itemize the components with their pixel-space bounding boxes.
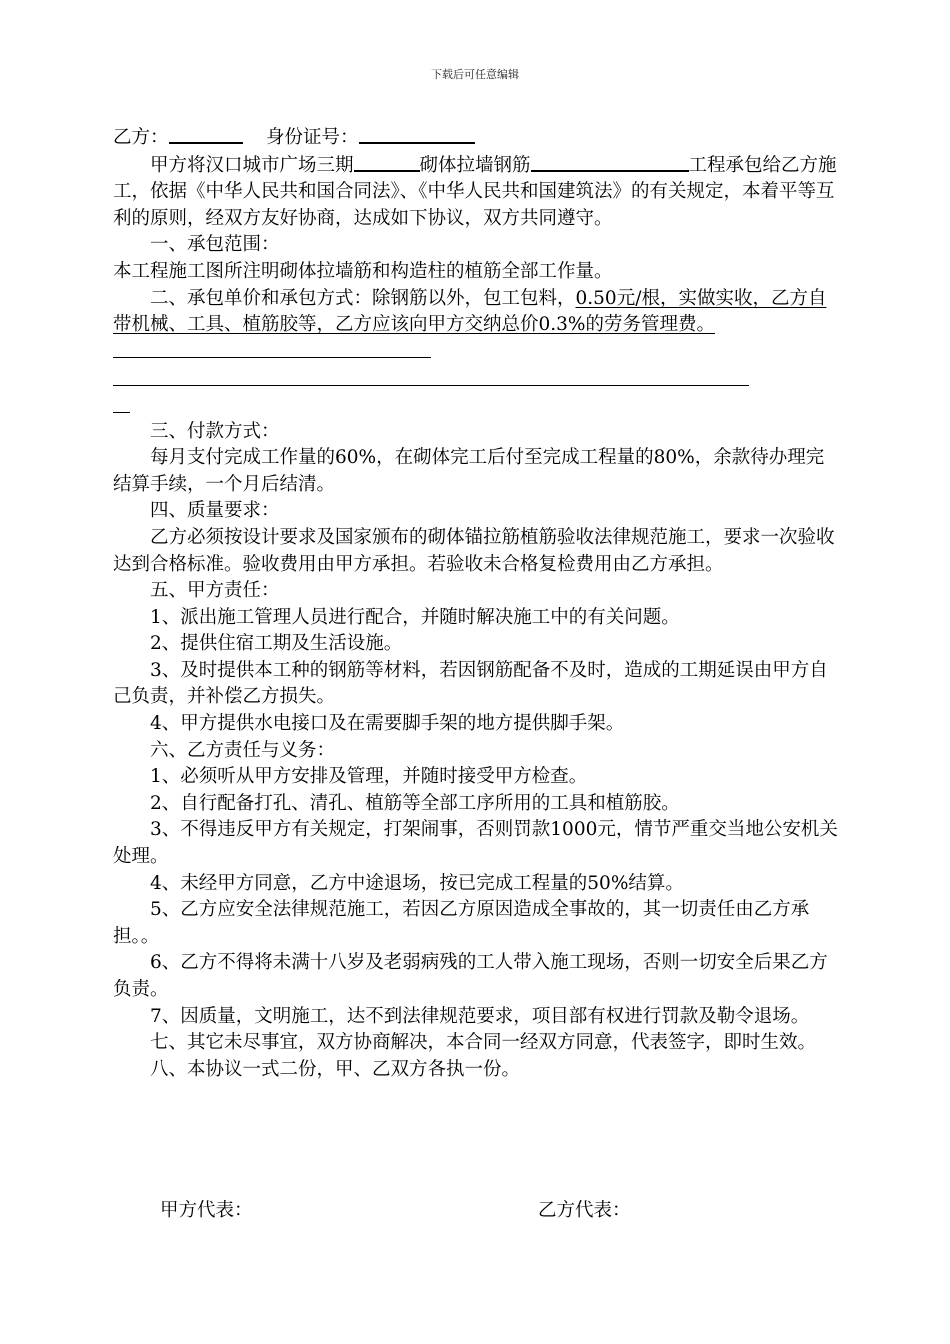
- section-6-item: 1、必须听从甲方安排及管理，并随时接受甲方检查。: [150, 766, 588, 788]
- party-b-blank: [169, 124, 243, 144]
- section-3-body: 每月支付完成工作量的60%，在砌体完工后付至完成工程量的80%，余款待办理完结算手续，一个月后结清。: [113, 447, 825, 495]
- section-4-title: 四、质量要求：: [150, 500, 280, 522]
- section-5-item: 4、甲方提供水电接口及在需要脚手架的地方提供脚手架。: [150, 713, 625, 735]
- project-name: 砌体拉墙钢筋: [419, 154, 531, 176]
- section-6-item: 7、因质量，文明施工，达不到法律规范要求，项目部有权进行罚款及勒令退场。: [150, 1005, 810, 1027]
- fill-line: [113, 365, 841, 392]
- contract-body: [113, 124, 841, 1083]
- section-2-underlined: 0.50元/根，实做实收，乙方自带机械、工具、植筋胶等，乙方应该向甲方交纳总价0.3%的劳务管理费。: [113, 287, 827, 336]
- section-6-item: 3、不得违反甲方有关规定，打架闹事，否则罚款1000元，情节严重交当地公安机关处理。: [113, 819, 838, 868]
- section-2-blank: [113, 339, 431, 358]
- section-4-body: 乙方必须按设计要求及国家颁布的砌体锚拉筋植筋验收法律规范施工，要求一次验收达到合格标准。验收费用由甲方承担。若验收未合格复检费用由乙方承担。: [113, 526, 835, 575]
- intro-paragraph: [113, 152, 841, 233]
- section-3-title: 三、付款方式：: [150, 420, 280, 442]
- section-6-item: 6、乙方不得将未满十八岁及老弱病残的工人带入施工现场，否则一切安全后果乙方负责。: [113, 952, 828, 1000]
- section-2-lead: 二、承包单价和承包方式：除钢筋以外，包工包料，: [150, 287, 576, 309]
- section-1-body: 本工程施工图所注明砌体拉墙筋和构造柱的植筋全部工作量。: [113, 260, 613, 282]
- section-7: 七、其它未尽事宜，双方协商解决，本合同一经双方同意，代表签字，即时生效。: [150, 1032, 817, 1054]
- party-b-label: 乙方：: [113, 127, 169, 148]
- page-header: 下载后可任意编辑: [431, 68, 519, 81]
- section-8: 八、本协议一式二份，甲、乙双方各执一份。: [150, 1058, 521, 1080]
- section-6-item: 4、未经甲方同意，乙方中途退场，按已完成工程量的50%结算。: [150, 872, 684, 894]
- party-a-signature-label: 甲方代表：: [160, 1200, 253, 1221]
- id-number-label: 身份证号：: [266, 127, 359, 148]
- section-1-title: 一、承包范围：: [150, 234, 280, 256]
- section-5-title: 五、甲方责任：: [150, 580, 280, 602]
- section-6-item: 5、乙方应安全法律规范施工，若因乙方原因造成全事故的，其一切责任由乙方承担。。: [113, 899, 810, 947]
- section-2: [113, 286, 841, 366]
- intro-blank-2: [531, 152, 689, 172]
- section-6-title: 六、乙方责任与义务：: [150, 739, 336, 761]
- section-5-item: 1、派出施工管理人员进行配合，并随时解决施工中的有关问题。: [150, 606, 680, 628]
- intro-text-2: 工程承包给乙方施工，依据《中华人民共和国合同法》、《中华人民共和国建筑法》的有关规定，本着平等互利的原则，经双方友好协商，达成如下协议，双方共同遵守。: [113, 154, 837, 229]
- section-5-item: 3、及时提供本工种的钢筋等材料，若因钢筋配备不及时，造成的工期延误由甲方自己负责，并补偿乙方损失。: [113, 659, 828, 708]
- party-b-signature-label: 乙方代表：: [538, 1200, 631, 1221]
- intro-blank-1: [354, 152, 420, 172]
- party-line: [113, 124, 841, 152]
- section-6-item: 2、自行配备打孔、清孔、植筋等全部工序所用的工具和植筋胶。: [150, 792, 680, 814]
- fill-line-short: [113, 392, 841, 419]
- section-5-item: 2、提供住宿工期及生活设施。: [150, 633, 403, 655]
- id-number-blank: [359, 124, 475, 144]
- intro-text-1: 甲方将汉口城市广场三期: [150, 154, 354, 176]
